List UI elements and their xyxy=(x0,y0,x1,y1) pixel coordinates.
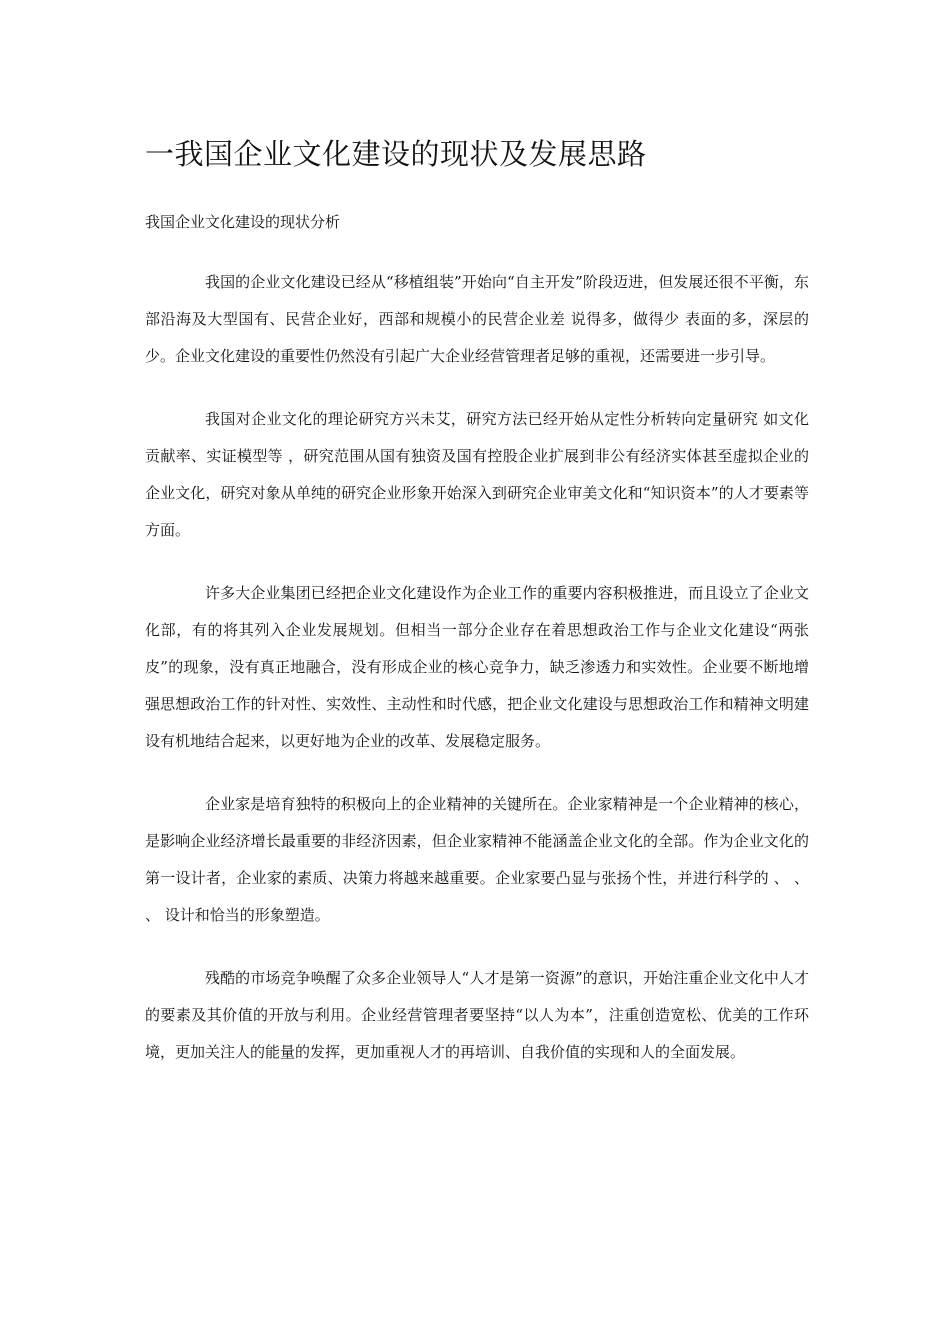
section-heading: 我国企业文化建设的现状分析 xyxy=(145,213,341,231)
paragraph-1: 我国的企业文化建设已经从“移植组装”开始向“自主开发”阶段迈进，但发展还很不平衡，东部沿海及大型国有、民营企业好，西部和规模小的民营企业差 说得多，做得少 表面的多，深层的少。企业文化建设的重要性仍然没有引起广大企业经营管理者足够的重视，还需要进一步引导。 xyxy=(145,273,809,365)
document-page xyxy=(145,128,809,1071)
paragraph-2: 我国对企业文化的理论研究方兴未艾，研究方法已经开始从定性分析转向定量研究 如文化贡献率、实证模型等 ，研究范围从国有独资及国有控股企业扩展到非公有经济实体甚至虚拟企业的企业文化，研究对象从单纯的研究企业形象开始深入到研究企业审美文化和“知识资本”的人才要素等方面。 xyxy=(145,410,809,539)
paragraph-4: 企业家是培育独特的积极向上的企业精神的关键所在。企业家精神是一个企业精神的核心，是影响企业经济增长最重要的非经济因素，但企业家精神不能涵盖企业文化的全部。作为企业文化的第一设计者，企业家的素质、决策力将越来越重要。企业家要凸显与张扬个性，并进行科学的 、 、 、 设计和恰当的形象塑造。 xyxy=(145,795,809,924)
paragraph-3: 许多大企业集团已经把企业文化建设作为企业工作的重要内容积极推进，而且设立了企业文化部，有的将其列入企业发展规划。但相当一部分企业存在着思想政治工作与企业文化建设“两张皮”的现象，没有真正地融合，没有形成企业的核心竞争力，缺乏渗透力和实效性。企业要不断地增强思想政治工作的针对性、实效性、主动性和时代感，把企业文化建设与思想政治工作和精神文明建设有机地结合起来，以更好地为企业的改革、发展稳定服务。 xyxy=(145,584,809,750)
document-title: 一我国企业文化建设的现状及发展思路 xyxy=(145,137,647,171)
paragraph-5: 残酷的市场竞争唤醒了众多企业领导人“人才是第一资源”的意识，开始注重企业文化中人才的要素及其价值的开放与利用。企业经营管理者要坚持“以人为本”，注重创造宽松、优美的工作环境，更加关注人的能量的发挥，更加重视人才的再培训、自我价值的实现和人的全面发展。 xyxy=(145,969,809,1061)
